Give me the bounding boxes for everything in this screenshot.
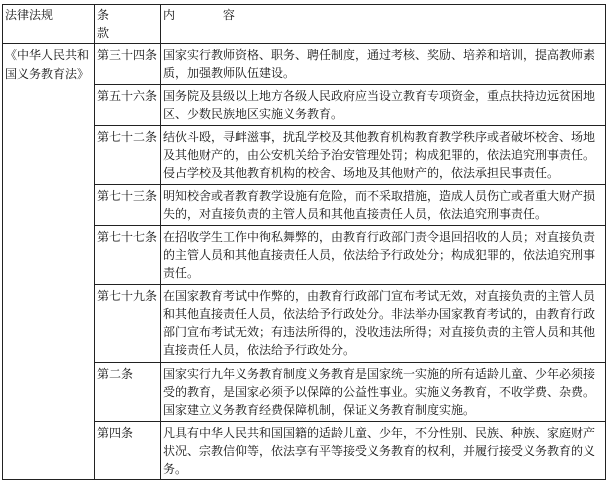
clause-cell: 第七十九条 [95,285,161,363]
content-cell: 凡具有中华人民共和国国籍的适龄儿童、少年，不分性别、民族、种族、家庭财产状况、宗教信仰等，依法享有平等接受义务教育的权利，并履行接受义务教育的义务。 [161,422,606,480]
law-name-cell: 《中华人民共和国义务教育法》 [3,44,95,480]
clause-cell: 第七十二条 [95,126,161,185]
clause-cell: 第二条 [95,363,161,422]
clause-cell: 第七十三条 [95,185,161,226]
law-clause-table [2,4,606,480]
table-header-row [3,5,606,44]
clause-cell: 第五十六条 [95,85,161,126]
content-cell: 结伙斗殴，寻衅滋事，扰乱学校及其他教育机构教育教学秩序或者破坏校舍、场地及其他财产的，由公安机关给予治安管理处罚；构成犯罪的，依法追究刑事责任。侵占学校及其他教育机构的校舍、场地及其他财产的，依法承担民事责任。 [161,126,606,185]
content-cell: 国家实行教师资格、职务、聘任制度，通过考核、奖励、培养和培训，提高教师素质，加强教师队伍建设。 [161,44,606,85]
content-cell: 国务院及县级以上地方各级人民政府应当设立教育专项资金，重点扶持边远贫困地区、少数民族地区实施义务教育。 [161,85,606,126]
clause-cell: 第三十四条 [95,44,161,85]
header-clause: 条 款 [95,5,161,44]
content-cell: 在国家教育考试中作弊的，由教育行政部门宣布考试无效，对直接负责的主管人员和其他直接责任人员，依法给予行政处分。非法举办国家教育考试的，由教育行政部门宣布考试无效；有违法所得的，没收违法所得；对直接负责的主管人员和其他直接责任人员，依法给予行政处分。 [161,285,606,363]
header-content: 内 容 [161,5,606,44]
clause-cell: 第七十七条 [95,226,161,285]
table-row [3,44,606,85]
content-cell: 国家实行九年义务教育制度义务教育是国家统一实施的所有适龄儿童、少年必须接受的教育，是国家必须予以保障的公益性事业。实施义务教育，不收学费、杂费。国家建立义务教育经费保障机制，保证义务教育制度实施。 [161,363,606,422]
content-cell: 在招收学生工作中徇私舞弊的，由教育行政部门责令退回招收的人员；对直接负责的主管人员和其他直接责任人员，依法给予行政处分；构成犯罪的，依法追究刑事责任。 [161,226,606,285]
content-cell: 明知校舍或者教育教学设施有危险，而不采取措施，造成人员伤亡或者重大财产损失的，对直接负责的主管人员和其他直接责任人员，依法追究刑事责任。 [161,185,606,226]
header-law: 法律法规 [3,5,95,44]
clause-cell: 第四条 [95,422,161,480]
